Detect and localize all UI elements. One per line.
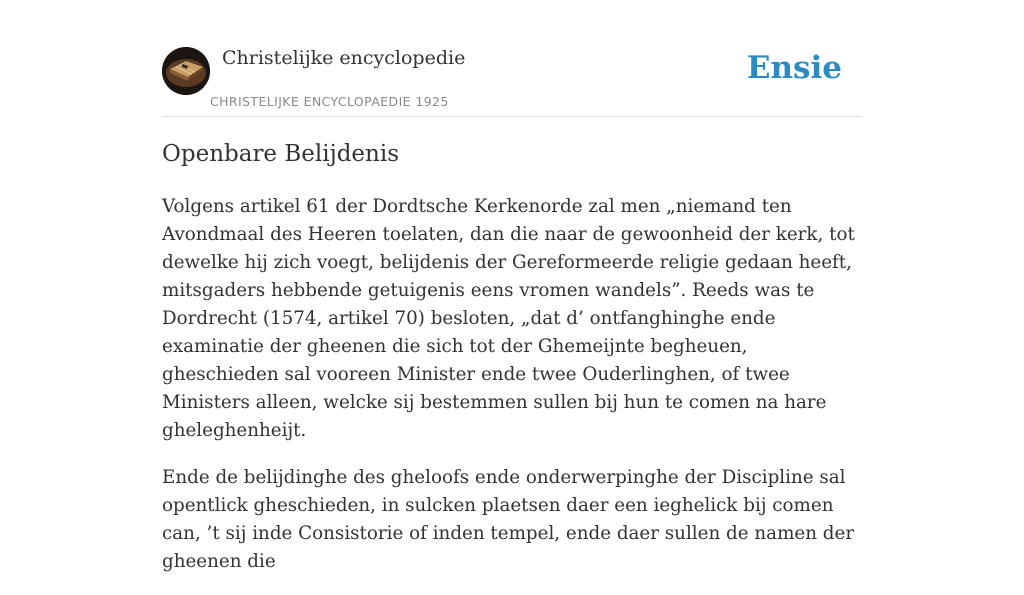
article-title: Openbare Belijdenis — [162, 141, 400, 167]
site-header — [162, 44, 862, 117]
ensie-logo-link[interactable]: Ensie — [746, 50, 842, 86]
article-paragraph: Ende de belijdinghe des gheloofs ende onderwerpinghe der Discipline sal opentlick gheschieden, in sulcken plaetsen daer een ieghelick bij comen can, ’t sij inde Consistorie of inden tempel, ende daer sullen de namen der gheenen die — [162, 467, 855, 572]
site-title[interactable]: Christelijke encyclopedie — [222, 47, 466, 69]
article-paragraph: Volgens artikel 61 der Dordtsche Kerkenorde zal men „niemand ten Avondmaal des Heeren toelaten, dan die naar de gewoonheid der kerk, tot dewelke hij zich voegt, belijdenis der Gereformeerde religie gedaan heeft, mitsgaders hebbende getuigenis eens vromen wandels”. Reeds was te Dordrecht (1574, artikel 70) besloten, „dat d’ ontfanghinghe ende examinatie der gheenen die sich tot der Ghemeijnte begheuen, gheschieden sal vooreen Minister ende twee Ouderlinghen, of twee Ministers alleen, welcke sij bestemmen sullen bij hun te comen na hare gheleghenheijt. — [162, 196, 855, 441]
article — [162, 138, 866, 595]
site-avatar[interactable] — [162, 47, 210, 95]
site-subtitle[interactable]: CHRISTELIJKE ENCYCLOPAEDIE 1925 — [210, 94, 449, 109]
book-photo-icon — [162, 47, 210, 95]
